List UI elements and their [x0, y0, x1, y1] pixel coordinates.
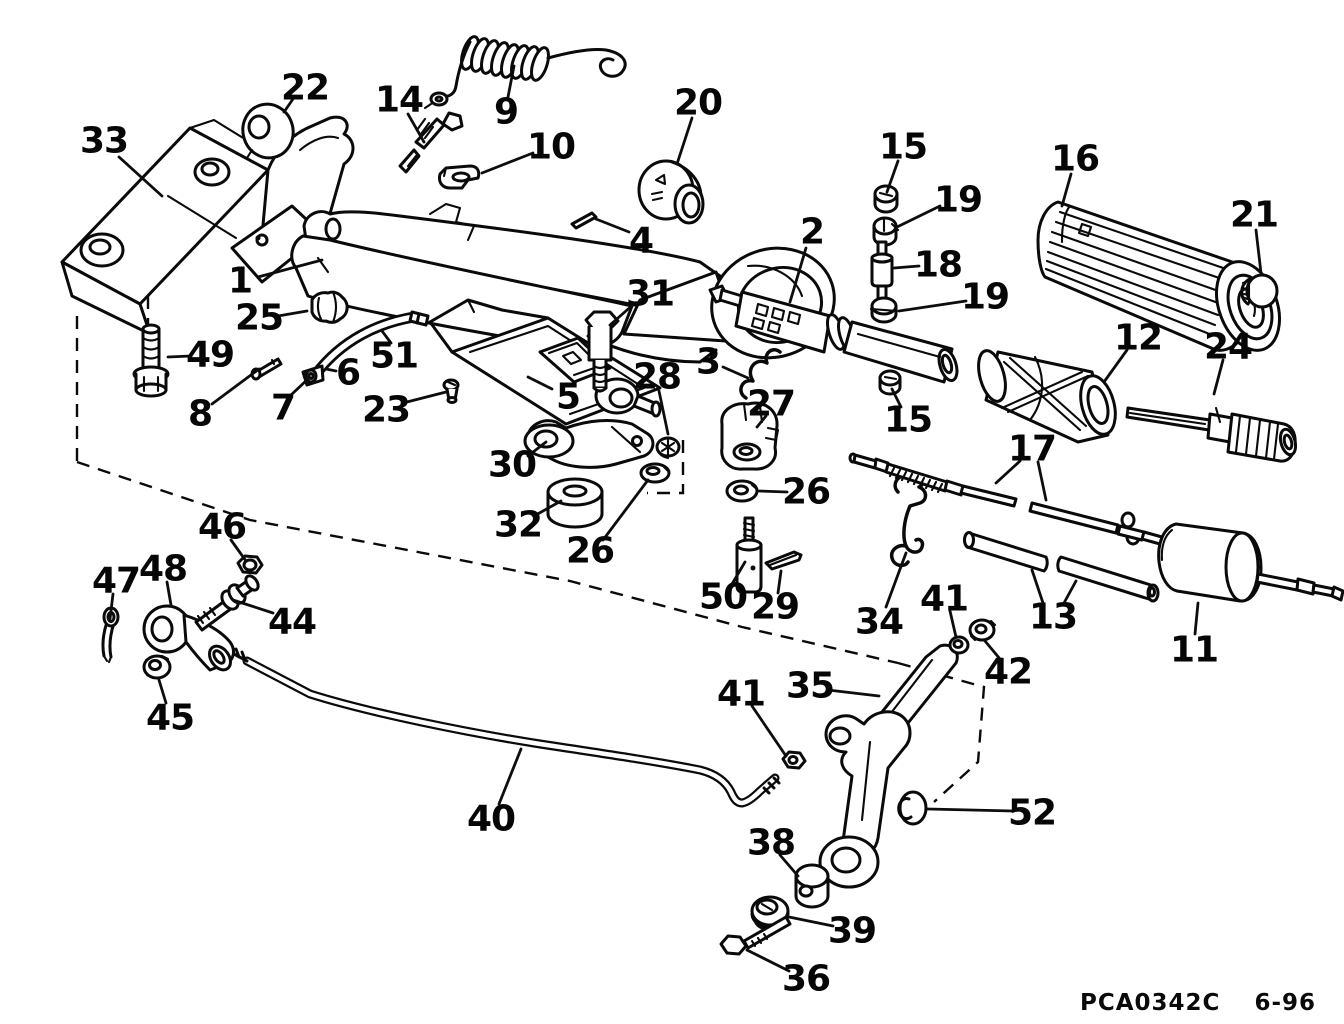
callout-48: 48 [138, 548, 188, 590]
callout-10: 10 [526, 126, 576, 168]
callout-5: 5 [555, 376, 581, 418]
callout-15: 15 [883, 399, 933, 441]
leader-line-40 [499, 749, 521, 804]
leader-line-20 [677, 118, 692, 164]
callout-19: 19 [960, 276, 1010, 318]
callout-11: 11 [1169, 629, 1219, 671]
callout-26: 26 [565, 530, 615, 572]
part-38-bushing [796, 865, 828, 907]
callout-22: 22 [280, 67, 330, 109]
callout-40: 40 [466, 798, 516, 840]
callout-20: 20 [673, 82, 723, 124]
leader-line-35 [828, 690, 879, 696]
part-35-steering-arm [820, 645, 957, 887]
leader-line-19 [899, 301, 966, 311]
callout-32: 32 [493, 504, 543, 546]
callout-33: 33 [79, 120, 129, 162]
callout-30: 30 [487, 444, 537, 486]
part-44-stud-bolt [196, 574, 261, 630]
callout-4: 4 [628, 220, 654, 262]
callout-35: 35 [785, 665, 835, 707]
part-8-pin [252, 359, 281, 379]
callout-8: 8 [187, 393, 213, 435]
part-15-cap-second [880, 371, 900, 394]
callout-23: 23 [361, 389, 411, 431]
callout-27: 27 [746, 383, 796, 425]
leader-line-21 [1256, 230, 1261, 273]
callout-16: 16 [1050, 138, 1100, 180]
callout-26: 26 [781, 471, 831, 513]
revision-date-text: 6-96 [1254, 990, 1316, 1016]
part-15-cap-top [875, 186, 897, 212]
part-46-hex-nut [238, 556, 262, 573]
callout-52: 52 [1007, 792, 1057, 834]
callout-14: 14 [374, 79, 424, 121]
callout-15: 15 [878, 126, 928, 168]
leader-line-6 [326, 369, 336, 371]
callout-44: 44 [267, 601, 317, 643]
callout-13: 13 [1028, 596, 1078, 638]
callout-41: 41 [919, 578, 969, 620]
part-49-bolt [134, 325, 168, 396]
callout-31: 31 [625, 273, 675, 315]
leader-line-10 [482, 153, 533, 173]
part-10-clamp [439, 166, 478, 188]
callout-1: 1 [227, 260, 253, 302]
part-21-end-cap [1242, 275, 1277, 307]
part-20-cap [639, 161, 703, 223]
part-45-nut [144, 656, 170, 678]
callout-38: 38 [746, 822, 796, 864]
callout-21: 21 [1229, 194, 1279, 236]
part-25-grommet [312, 292, 347, 322]
callout-45: 45 [145, 697, 195, 739]
part-4-pin [572, 213, 596, 228]
part-9-coil-spring [425, 35, 625, 108]
callout-36: 36 [781, 958, 831, 1000]
callout-47: 47 [91, 560, 141, 602]
callout-41: 41 [716, 673, 766, 715]
part-26-washer-left [641, 464, 669, 482]
callout-6: 6 [335, 352, 361, 394]
callout-17: 17 [1007, 428, 1057, 470]
callout-28: 28 [632, 356, 682, 398]
callout-34: 34 [854, 601, 904, 643]
callout-29: 29 [750, 586, 800, 628]
callout-49: 49 [185, 334, 235, 376]
part-24-shift-rod-end [1127, 408, 1298, 461]
part-code-text: PCA0342C [1080, 990, 1221, 1016]
leader-line-4 [596, 219, 629, 232]
callout-19: 19 [933, 179, 983, 221]
callout-7: 7 [270, 387, 296, 429]
callout-9: 9 [493, 91, 519, 133]
part-40-link-rod [232, 649, 779, 803]
leader-line-39 [789, 917, 833, 926]
part-14-screw-spring [400, 113, 462, 172]
part-41-nut-upper [950, 637, 968, 653]
part-34-latch-bracket [892, 474, 926, 565]
part-26-washer-right [727, 481, 757, 501]
part-17-throttle-cable [850, 454, 1162, 544]
callout-42: 42 [983, 651, 1033, 693]
callout-24: 24 [1203, 326, 1253, 368]
drawing-code [1080, 990, 1316, 1016]
part-42-flange-nut [970, 620, 995, 640]
callout-2: 2 [799, 211, 825, 253]
callout-39: 39 [827, 910, 877, 952]
part-11-damper-cylinder [1159, 524, 1343, 601]
callout-3: 3 [695, 341, 721, 383]
leader-line-3 [723, 367, 748, 378]
part-19-clip-lower [871, 298, 897, 322]
part-52-c-ring [899, 792, 926, 824]
callout-46: 46 [197, 506, 247, 548]
part-28-lock-nut [657, 438, 679, 458]
callout-50: 50 [698, 576, 748, 618]
leader-line-52 [928, 809, 1013, 811]
callout-12: 12 [1113, 317, 1163, 359]
callout-51: 51 [369, 335, 419, 377]
part-29-flat-pin [766, 552, 801, 569]
leader-line-34 [886, 553, 906, 607]
callout-25: 25 [234, 297, 284, 339]
callout-18: 18 [913, 244, 963, 286]
